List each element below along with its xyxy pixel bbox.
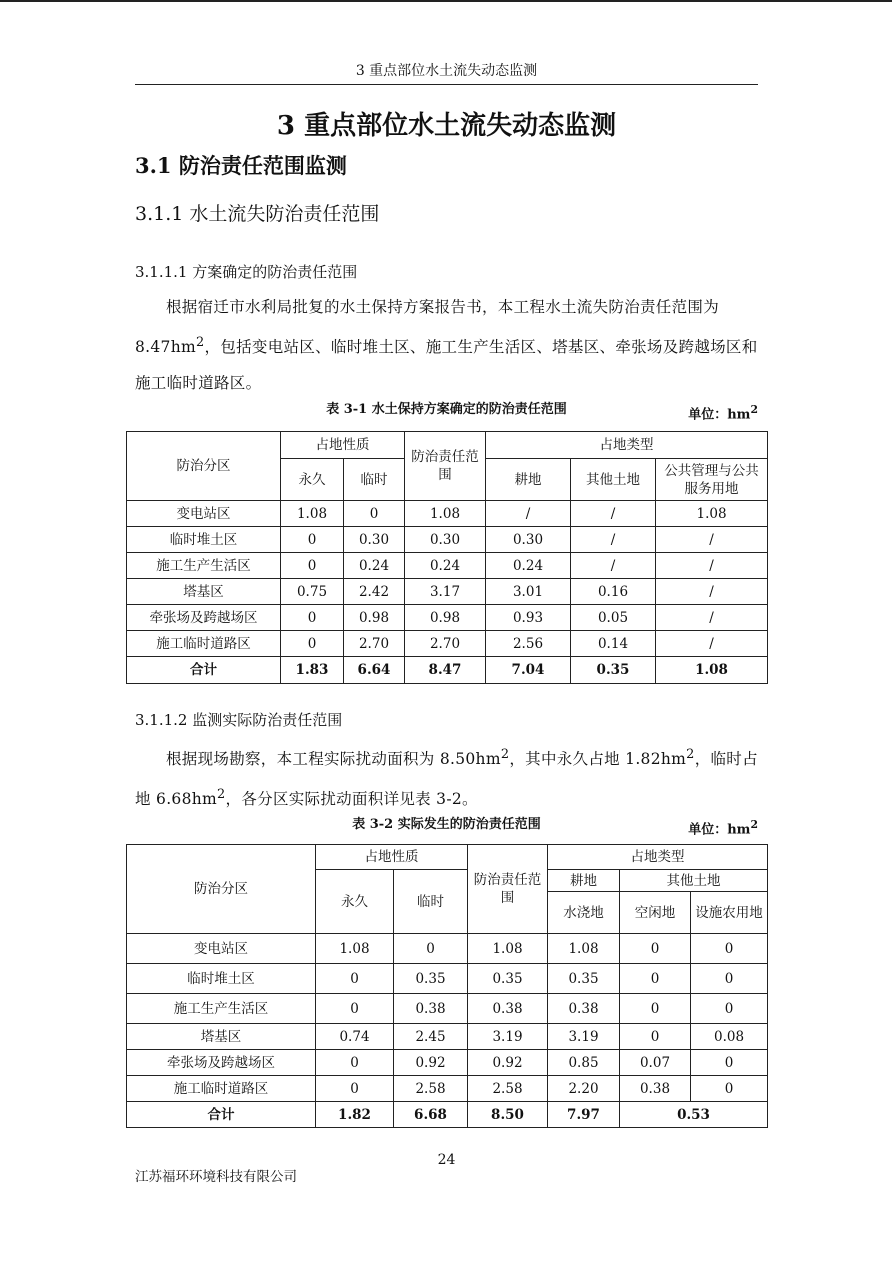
t2-cell-irrigated: 1.08: [548, 934, 620, 964]
running-header: 3 重点部位水土流失动态监测: [355, 63, 538, 79]
t2-header-permanent: 永久: [316, 870, 394, 934]
sup-1: 2: [500, 747, 510, 762]
t2-header-idle: 空闲地: [620, 892, 691, 934]
t2-cell-zone: 施工生产生活区: [127, 994, 316, 1024]
subsection-title: 3.1.1 水土流失防治责任范围: [135, 203, 380, 225]
header-rule: [135, 84, 758, 85]
t2-cell-permanent: 0: [316, 1050, 394, 1076]
t1-cell-public: /: [656, 579, 768, 605]
paragraph-1-sup: 2: [196, 335, 205, 350]
t2-cell-idle: 0.07: [620, 1050, 691, 1076]
t2-cell-idle: 0: [620, 1024, 691, 1050]
table-row: [127, 605, 768, 631]
t1-header-permanent: 永久: [281, 459, 344, 501]
sup-2: 2: [686, 747, 695, 762]
t2-cell-facility: 0: [691, 964, 768, 994]
t1-cell-temporary: 0: [344, 501, 405, 527]
t2-cell-facility: 0: [691, 994, 768, 1024]
t2-cell-facility: 0: [691, 1076, 768, 1102]
t1-cell-zone: 临时堆土区: [127, 527, 281, 553]
t1-cell-permanent: 0.75: [281, 579, 344, 605]
subsubsection-heading-2: 3.1.1.2 监测实际防治责任范围: [135, 711, 343, 729]
t2-total-cell-scope: 8.50: [468, 1102, 548, 1128]
t1-total-cell-farmland: 7.04: [486, 657, 571, 684]
t2-total-cell-irrigated: 7.97: [548, 1102, 620, 1128]
t1-cell-farmland: 2.56: [486, 631, 571, 657]
t1-header-farmland: 耕地: [486, 459, 571, 501]
table-row: [127, 1102, 768, 1128]
subsubsection-heading-1: 3.1.1.1 方案确定的防治责任范围: [135, 263, 358, 281]
t1-header-nature: 占地性质: [281, 432, 405, 459]
t1-header-public: 公共管理与公共服务用地: [656, 459, 768, 501]
t1-cell-farmland: 0.93: [486, 605, 571, 631]
t2-cell-scope: 3.19: [468, 1024, 548, 1050]
table-row: [127, 501, 768, 527]
table-row: [127, 527, 768, 553]
t2-header-temporary: 临时: [394, 870, 468, 934]
sup-3: 2: [217, 787, 226, 803]
t2-total-cell-other-merged: 0.53: [620, 1102, 768, 1128]
t2-header-farmland: 耕地: [548, 870, 620, 892]
t1-cell-public: /: [656, 527, 768, 553]
t1-header-temporary: 临时: [344, 459, 405, 501]
t2-cell-irrigated: 0.85: [548, 1050, 620, 1076]
t1-cell-public: /: [656, 605, 768, 631]
t1-cell-other: 0.14: [571, 631, 656, 657]
t2-cell-idle: 0: [620, 964, 691, 994]
t2-cell-facility: 0: [691, 1050, 768, 1076]
t1-cell-scope: 0.24: [405, 553, 486, 579]
page-number: 24: [437, 1152, 456, 1168]
table-row: [127, 994, 768, 1024]
top-border-line: [0, 0, 892, 2]
t1-total-cell-public: 1.08: [656, 657, 768, 684]
t2-cell-irrigated: 0.35: [548, 964, 620, 994]
t1-cell-other: 0.16: [571, 579, 656, 605]
t1-cell-farmland: 0.30: [486, 527, 571, 553]
table-1-caption: 表 3-1 水土保持方案确定的防治责任范围: [326, 402, 567, 417]
paragraph-1: [135, 289, 758, 401]
t1-cell-temporary: 0.98: [344, 605, 405, 631]
t2-cell-idle: 0: [620, 994, 691, 1024]
paragraph-2-text-1: 根据现场勘察，本工程实际扰动面积为 8.50hm: [166, 750, 501, 769]
t1-cell-other: /: [571, 527, 656, 553]
t2-cell-zone: 牵张场及跨越场区: [127, 1050, 316, 1076]
t1-cell-temporary: 2.70: [344, 631, 405, 657]
chapter-title: 3 重点部位水土流失动态监测: [276, 111, 617, 141]
t2-cell-permanent: 0: [316, 1076, 394, 1102]
t2-cell-scope: 0.92: [468, 1050, 548, 1076]
t1-cell-permanent: 0: [281, 631, 344, 657]
t1-cell-other: /: [571, 501, 656, 527]
t1-cell-farmland: 0.24: [486, 553, 571, 579]
t1-cell-temporary: 0.24: [344, 553, 405, 579]
t2-cell-permanent: 0.74: [316, 1024, 394, 1050]
t2-cell-irrigated: 3.19: [548, 1024, 620, 1050]
company-footer: 江苏福环环境科技有限公司: [135, 1169, 297, 1185]
t2-header-zone: 防治分区: [127, 845, 316, 934]
table-row: [127, 964, 768, 994]
t1-cell-scope: 1.08: [405, 501, 486, 527]
table-row: [127, 1024, 768, 1050]
t1-cell-other: /: [571, 553, 656, 579]
paragraph-2: [135, 737, 758, 817]
table-row: [127, 1076, 768, 1102]
t1-cell-zone: 施工生产生活区: [127, 553, 281, 579]
t2-cell-irrigated: 2.20: [548, 1076, 620, 1102]
table-row: [127, 631, 768, 657]
t1-cell-scope: 2.70: [405, 631, 486, 657]
t1-cell-farmland: 3.01: [486, 579, 571, 605]
t1-total-cell-temporary: 6.64: [344, 657, 405, 684]
table-row: [127, 579, 768, 605]
paragraph-2-text-3: ，临时占地 6.68hm: [135, 750, 758, 809]
t2-cell-permanent: 1.08: [316, 934, 394, 964]
t1-cell-temporary: 0.30: [344, 527, 405, 553]
t1-cell-zone: 塔基区: [127, 579, 281, 605]
t1-header-zone: 防治分区: [127, 432, 281, 501]
t1-cell-permanent: 0: [281, 527, 344, 553]
t1-cell-zone: 施工临时道路区: [127, 631, 281, 657]
t2-total-cell-zone: 合计: [127, 1102, 316, 1128]
t1-cell-permanent: 0: [281, 605, 344, 631]
t1-cell-scope: 0.98: [405, 605, 486, 631]
t2-cell-zone: 变电站区: [127, 934, 316, 964]
table-row: [127, 1050, 768, 1076]
table-row: [127, 553, 768, 579]
t1-header-scope: 防治责任范围: [405, 432, 486, 501]
t2-cell-scope: 1.08: [468, 934, 548, 964]
t1-header-other: 其他土地: [571, 459, 656, 501]
paragraph-2-text-4: ，各分区实际扰动面积详见表 3-2。: [225, 790, 478, 809]
t2-cell-permanent: 0: [316, 964, 394, 994]
t2-cell-zone: 施工临时道路区: [127, 1076, 316, 1102]
t2-header-scope: 防治责任范围: [468, 845, 548, 934]
t1-cell-public: 1.08: [656, 501, 768, 527]
t1-cell-zone: 牵张场及跨越场区: [127, 605, 281, 631]
t2-cell-zone: 塔基区: [127, 1024, 316, 1050]
t1-total-cell-other: 0.35: [571, 657, 656, 684]
t2-cell-idle: 0.38: [620, 1076, 691, 1102]
t2-header-other: 其他土地: [620, 870, 768, 892]
t1-cell-temporary: 2.42: [344, 579, 405, 605]
table-1-unit: 单位：$hm^2$: [688, 403, 758, 423]
t2-header-irrigated: 水浇地: [548, 892, 620, 934]
t2-header-nature: 占地性质: [316, 845, 468, 870]
table-1: [126, 431, 768, 684]
t2-cell-scope: 0.35: [468, 964, 548, 994]
t2-total-cell-permanent: 1.82: [316, 1102, 394, 1128]
t2-cell-scope: 2.58: [468, 1076, 548, 1102]
t2-cell-temporary: 2.45: [394, 1024, 468, 1050]
section-title: 3.1 防治责任范围监测: [135, 153, 347, 178]
table-2-caption: 表 3-2 实际发生的防治责任范围: [352, 817, 541, 832]
paragraph-1-text-b: ，包括变电站区、临时堆土区、施工生产生活区、塔基区、牵张场及跨越场区和施工临时道路区。: [135, 338, 758, 393]
t2-cell-temporary: 2.58: [394, 1076, 468, 1102]
t1-cell-public: /: [656, 631, 768, 657]
paragraph-1-text-a: 根据宿迁市水利局批复的水土保持方案报告书，本工程水土流失防治责任范围为 8.47hm: [135, 298, 720, 357]
t2-cell-idle: 0: [620, 934, 691, 964]
t2-cell-facility: 0.08: [691, 1024, 768, 1050]
t2-cell-temporary: 0.38: [394, 994, 468, 1024]
t2-cell-temporary: 0.35: [394, 964, 468, 994]
t2-cell-temporary: 0.92: [394, 1050, 468, 1076]
t2-header-landtype: 占地类型: [548, 845, 768, 870]
t1-cell-scope: 0.30: [405, 527, 486, 553]
t1-header-landtype: 占地类型: [486, 432, 768, 459]
t1-cell-permanent: 0: [281, 553, 344, 579]
table-2-unit: 单位：$hm^2$: [688, 818, 758, 838]
t2-cell-irrigated: 0.38: [548, 994, 620, 1024]
t1-total-cell-scope: 8.47: [405, 657, 486, 684]
t1-cell-other: 0.05: [571, 605, 656, 631]
table-row: [127, 934, 768, 964]
t1-cell-scope: 3.17: [405, 579, 486, 605]
t1-cell-zone: 变电站区: [127, 501, 281, 527]
t2-total-cell-temporary: 6.68: [394, 1102, 468, 1128]
t2-header-facility: 设施农用地: [691, 892, 768, 934]
t2-cell-facility: 0: [691, 934, 768, 964]
t1-cell-public: /: [656, 553, 768, 579]
t2-cell-permanent: 0: [316, 994, 394, 1024]
t2-cell-zone: 临时堆土区: [127, 964, 316, 994]
t1-cell-farmland: /: [486, 501, 571, 527]
table-2: [126, 844, 768, 1128]
t2-cell-scope: 0.38: [468, 994, 548, 1024]
t2-cell-temporary: 0: [394, 934, 468, 964]
t1-total-cell-permanent: 1.83: [281, 657, 344, 684]
paragraph-2-text-2: ，其中永久占地 1.82hm: [509, 750, 687, 769]
table-row: [127, 657, 768, 684]
t1-cell-permanent: 1.08: [281, 501, 344, 527]
t1-total-cell-zone: 合计: [127, 657, 281, 684]
